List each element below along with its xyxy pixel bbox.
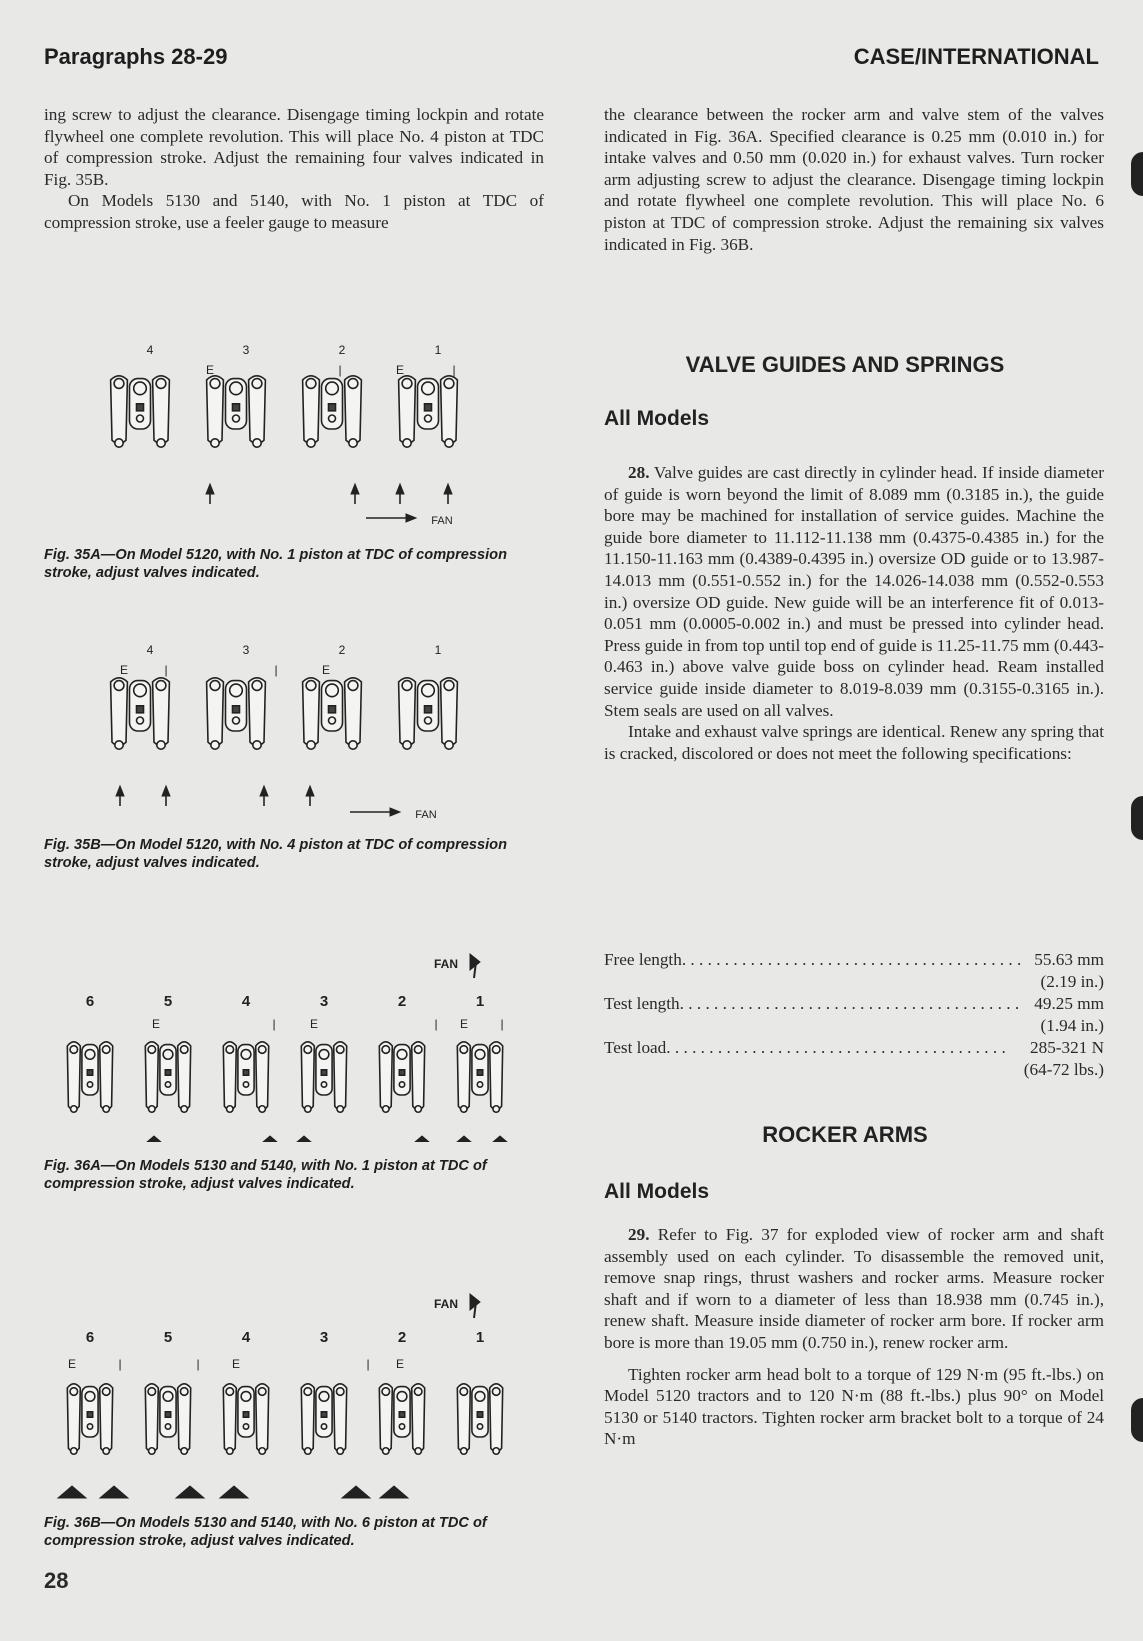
spec-alt: (1.94 in.): [1040, 1016, 1104, 1035]
paragraph-28-number: 28.: [628, 463, 650, 482]
cylinder-number: 1: [475, 993, 485, 1010]
adjust-valve-arrow: [140, 1136, 168, 1142]
page-number: 28: [44, 1568, 69, 1593]
exhaust-valve-label: E: [309, 1017, 319, 1031]
cylinder-number: 3: [242, 343, 250, 357]
adjust-valve-arrow: [380, 1486, 408, 1498]
fan-direction-arrow: [470, 954, 480, 978]
spec-alt: (2.19 in.): [1040, 972, 1104, 991]
rocker-arm-pair: [67, 1384, 112, 1454]
intake-valve-label: |: [272, 1017, 276, 1031]
adjust-valve-arrow: [206, 484, 214, 504]
cylinder-number: 2: [397, 1329, 407, 1346]
fan-label: FAN: [431, 515, 453, 527]
adjust-valve-arrow: [486, 1136, 514, 1142]
adjust-valve-arrow: [342, 1486, 370, 1498]
adjust-valve-arrow: [100, 1486, 128, 1498]
cylinder-number: 3: [319, 993, 329, 1010]
cylinder-number: 4: [146, 343, 154, 357]
right-paragraph-1: the clearance between the rocker arm and valve stem of the valves indicated in Fig. 36A. Specified clearance is 0.25 mm (0.010 in.) for intake valves and 0.50 mm (0.020 in.) for exhaust valves. Turn rocker arm adjusting screw to adjust the clearance. Disengage timing lockpin and rotate flywheel one complete revolution. This will place No. 6 piston at TDC of compression stroke. Adjust the remaining six valves indicated in Fig. 36B.: [604, 105, 1104, 254]
rocker-arm-pair: [303, 376, 362, 447]
section-title-valve-guides: VALVE GUIDES AND SPRINGS: [685, 352, 1005, 377]
adjust-valve-arrow: [351, 484, 359, 504]
rocker-arm-pair: [379, 1042, 424, 1112]
rocker-arm-pair: [207, 376, 266, 447]
figure-36b-caption: Fig. 36B—On Models 5130 and 5140, with No. 6 piston at TDC of compression stroke, adjust valves indicated.: [44, 1515, 487, 1549]
adjust-valve-arrow: [306, 786, 314, 806]
exhaust-valve-label: E: [395, 363, 405, 377]
rocker-arm-pair: [379, 1384, 424, 1454]
paragraph-28: [604, 462, 1104, 764]
cylinder-number: 3: [242, 643, 250, 657]
adjust-valve-arrow: [256, 1136, 284, 1142]
left-column-text: [44, 104, 544, 234]
figure-35b-caption: Fig. 35B—On Model 5120, with No. 4 piston at TDC of compression stroke, adjust valves indicated.: [44, 837, 508, 871]
fan-direction-arrow: [366, 514, 416, 522]
adjust-valve-arrow: [408, 1136, 436, 1142]
exhaust-valve-label: E: [67, 1357, 77, 1371]
cylinder-number: 5: [163, 1329, 173, 1346]
header-left: Paragraphs 28-29: [44, 44, 228, 69]
spec-value: 55.63 mm: [1034, 950, 1104, 969]
exhaust-valve-label: E: [321, 663, 331, 677]
thumb-tab-mark: [1131, 796, 1143, 840]
spec-label: Free length: [604, 950, 682, 969]
rocker-arm-pair: [145, 1384, 190, 1454]
fan-label: FAN: [415, 809, 437, 821]
section-subtitle-all-models-1: All Models: [604, 407, 710, 430]
fan-label: FAN: [434, 957, 458, 971]
intake-valve-label: |: [366, 1357, 370, 1371]
exhaust-valve-label: E: [395, 1357, 405, 1371]
fan-label: FAN: [434, 1297, 458, 1311]
cylinder-number: 6: [85, 1329, 95, 1346]
paragraph-29-text2: Tighten rocker arm head bolt to a torque of 129 N·m (95 ft.-lbs.) on Model 5120 tractors and to 120 N·m (88 ft.-lbs.) plus 90° on Model 5130 or 5140 tractors. Tighten rocker arm bracket bolt to a torque of 24 N·m: [604, 1364, 1104, 1449]
figure-35b-rocker-diagram: [80, 640, 520, 830]
rocker-arm-pair: [145, 1042, 190, 1112]
exhaust-valve-label: E: [151, 1017, 161, 1031]
cylinder-number: 5: [163, 993, 173, 1010]
section-title-rocker-arms: ROCKER ARMS: [762, 1122, 928, 1147]
thumb-tab-mark: [1131, 152, 1143, 196]
figure-35a-rocker-diagram: [80, 340, 520, 540]
spec-value: 285-321 N: [1030, 1038, 1104, 1057]
rocker-arm-pair: [457, 1384, 502, 1454]
right-column-text: [604, 104, 1104, 255]
cylinder-number: 4: [146, 643, 154, 657]
rocker-arm-pair: [111, 376, 170, 447]
left-paragraph-1: ing screw to adjust the clearance. Disengage timing lockpin and rotate flywheel one complete revolution. This will place No. 4 piston at TDC of compression stroke. Adjust the remaining four valves indicated in Fig. 35B.: [44, 105, 544, 189]
cylinder-number: 4: [241, 1329, 251, 1346]
cylinder-number: 2: [338, 643, 346, 657]
paragraph-29-number: 29.: [628, 1225, 650, 1244]
spec-test-load: [604, 1037, 1104, 1081]
intake-valve-label: |: [274, 663, 278, 677]
cylinder-number: 3: [319, 1329, 329, 1346]
adjust-valve-arrow: [220, 1486, 248, 1498]
spec-test-length: [604, 993, 1104, 1037]
rocker-arm-pair: [223, 1042, 268, 1112]
intake-valve-label: |: [434, 1017, 438, 1031]
rocker-arm-pair: [457, 1042, 502, 1112]
rocker-arm-pair: [301, 1384, 346, 1454]
adjust-valve-arrow: [58, 1486, 86, 1498]
spec-alt: (64-72 lbs.): [1023, 1060, 1104, 1079]
intake-valve-label: |: [164, 663, 168, 677]
rocker-arm-pair: [399, 376, 458, 447]
figure-36a-rocker-diagram: [50, 942, 550, 1142]
spec-label: Test load: [604, 1038, 667, 1057]
rocker-arm-pair: [111, 678, 170, 749]
intake-valve-label: |: [338, 363, 342, 377]
rocker-arm-pair: [207, 678, 266, 749]
adjust-valve-arrow: [450, 1136, 478, 1142]
adjust-valve-arrow: [444, 484, 452, 504]
figure-35a-caption: Fig. 35A—On Model 5120, with No. 1 piston at TDC of compression stroke, adjust valves indicated.: [44, 547, 508, 581]
intake-valve-label: |: [118, 1357, 122, 1371]
adjust-valve-arrow: [176, 1486, 204, 1498]
adjust-valve-arrow: [396, 484, 404, 504]
exhaust-valve-label: E: [459, 1017, 469, 1031]
adjust-valve-arrow: [260, 786, 268, 806]
exhaust-valve-label: E: [119, 663, 129, 677]
cylinder-number: 2: [397, 993, 407, 1010]
section-subtitle-all-models-2: All Models: [604, 1180, 710, 1203]
spec-free-length: [604, 949, 1104, 993]
rocker-arm-pair: [301, 1042, 346, 1112]
intake-valve-label: |: [452, 363, 456, 377]
adjust-valve-arrow: [290, 1136, 318, 1142]
fan-direction-arrow: [470, 1294, 480, 1318]
exhaust-valve-label: E: [231, 1357, 241, 1371]
left-paragraph-2: On Models 5130 and 5140, with No. 1 piston at TDC of compression stroke, use a feeler gauge to measure: [44, 191, 544, 232]
rocker-arm-pair: [399, 678, 458, 749]
rocker-arm-pair: [223, 1384, 268, 1454]
cylinder-number: 1: [434, 643, 442, 657]
adjust-valve-arrow: [116, 786, 124, 806]
rocker-arm-pair: [67, 1042, 112, 1112]
spring-specifications: [604, 949, 1104, 1081]
adjust-valve-arrow: [162, 786, 170, 806]
rocker-arm-pair: [303, 678, 362, 749]
figure-36b-rocker-diagram: [50, 1268, 550, 1508]
cylinder-number: 2: [338, 343, 346, 357]
cylinder-number: 4: [241, 993, 251, 1010]
spec-label: Test length: [604, 994, 680, 1013]
intake-valve-label: |: [196, 1357, 200, 1371]
spec-value: 49.25 mm: [1034, 994, 1104, 1013]
paragraph-28-text: Valve guides are cast directly in cylinder head. If inside diameter of guide is worn beyond the limit of 8.089 mm (0.3185 in.), the guide bore may be machined for installation of service guides. Machine the guide bore diameter to 11.112-11.138 mm (0.4375-0.4385 in.) for the 11.150-11.163 mm (0.4389-0.4395 in.) oversize OD guide or to 13.987-14.013 mm (0.551-0.552 in.) for the 14.026-14.038 mm (0.552-0.553 in.) oversize OD guide. New guide will be an interference fit of 0.013-0.051 mm (0.0005-0.002 in.) and must be pressed into cylinder head. Press guide in from top until top end of guide is 11.25-11.75 mm (0.443-0.463 in.) above valve guide boss on cylinder head. Ream installed service guide inside diameter to 8.019-8.039 mm (0.3155-0.3165 in.). Stem seals are used on all valves.: [604, 463, 1104, 720]
cylinder-number: 1: [434, 343, 442, 357]
exhaust-valve-label: E: [205, 363, 215, 377]
figure-36a-caption: Fig. 36A—On Models 5130 and 5140, with No. 1 piston at TDC of compression stroke, adjust valves indicated.: [44, 1158, 487, 1192]
paragraph-28-text2: Intake and exhaust valve springs are identical. Renew any spring that is cracked, discolored or does not meet the following specifications:: [604, 722, 1104, 763]
intake-valve-label: |: [500, 1017, 504, 1031]
thumb-tab-mark: [1131, 1398, 1143, 1442]
cylinder-number: 6: [85, 993, 95, 1010]
header-right: CASE/INTERNATIONAL: [853, 44, 1099, 69]
paragraph-29-text: Refer to Fig. 37 for exploded view of rocker arm and shaft assembly used on each cylinder. To disassemble the removed unit, remove snap rings, thrust washers and rocker arms. Measure rocker shaft and if worn to a diameter of less than 18.938 mm (0.745 in.), renew shaft. Measure inside diameter of rocker arm bore. If rocker arm bore is more than 19.05 mm (0.750 in.), renew rocker arm.: [604, 1225, 1104, 1352]
fan-direction-arrow: [350, 808, 400, 816]
cylinder-number: 1: [475, 1329, 485, 1346]
paragraph-29: [604, 1224, 1104, 1450]
